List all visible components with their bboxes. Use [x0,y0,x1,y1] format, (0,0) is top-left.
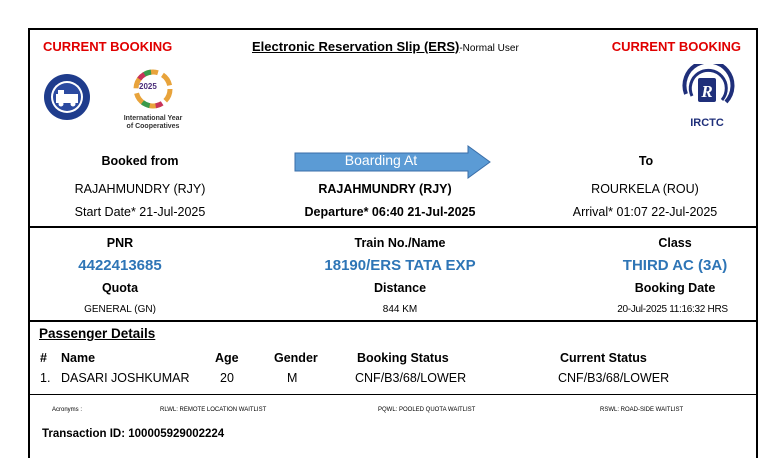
distance-label: Distance [373,281,427,295]
to-label: To [638,154,654,168]
col-num: # [40,351,47,365]
row-num: 1. [40,371,51,385]
ers-title [252,39,519,54]
col-name: Name [61,351,96,365]
start-date: Start Date* 21-Jul-2025 [74,205,206,219]
irctc-text: IRCTC [690,117,724,129]
divider-passengers [30,394,756,395]
passenger-details-title: Passenger Details [39,326,156,341]
departure: Departure* 06:40 21-Jul-2025 [304,205,476,219]
col-current-status: Current Status [560,351,647,365]
train-label: Train No./Name [354,236,446,250]
ers-title-main: Electronic Reservation Slip (ERS) [252,39,460,54]
col-gender: Gender [274,351,318,365]
quota-label: Quota [101,281,139,295]
svg-text:R: R [701,82,713,101]
ers-slip [28,28,758,458]
divider-journey [30,226,756,228]
distance-value: 844 KM [382,304,418,315]
transaction-id: Transaction ID: 100005929002224 [42,428,225,440]
row-booking-status: CNF/B3/68/LOWER [355,371,467,385]
acronym-rlwl: RLWL: REMOTE LOCATION WAITLIST [160,407,267,413]
indian-railways-logo [42,70,92,129]
pnr-label: PNR [106,236,134,250]
col-booking-status: Booking Status [357,351,449,365]
coop-line1: International Year [123,115,183,122]
to-station: ROURKELA (ROU) [591,182,699,196]
ers-title-suffix: -Normal User [459,43,519,54]
coop-year: 2025 [139,82,157,91]
row-current-status: CNF/B3/68/LOWER [558,371,670,385]
pnr-value: 4422413685 [78,257,162,274]
quota-value: GENERAL (GN) [84,304,156,315]
boarding-station: RAJAHMUNDRY (RJY) [318,182,452,196]
boarding-at-label: Boarding At [344,152,418,168]
booking-date-value: 20-Jul-2025 11:16:32 HRS [617,304,728,315]
boarding-arrow [294,145,492,184]
coop-line2: of Cooperatives [126,123,180,130]
irctc-emblem-icon [676,64,738,114]
acronyms-label: Acronyms : [52,407,83,413]
train-value: 18190/ERS TATA EXP [324,257,476,274]
col-age: Age [215,351,239,365]
divider-booking [30,320,756,322]
arrival: Arrival* 01:07 22-Jul-2025 [572,205,718,219]
row-name: DASARI JOSHKUMAR [61,371,190,385]
acronym-rswl: RSWL: ROAD-SIDE WAITLIST [600,407,684,413]
from-station: RAJAHMUNDRY (RJY) [74,182,206,196]
cooperatives-logo [114,68,192,131]
row-gender: M [287,371,298,385]
row-age: 20 [220,371,234,385]
class-value: THIRD AC (3A) [622,257,728,274]
booking-date-label: Booking Date [634,281,716,295]
current-booking-left: CURRENT BOOKING [43,39,173,54]
irctc-logo [674,64,740,129]
acronym-pqwl: PQWL: POOLED QUOTA WAITLIST [378,407,476,413]
current-booking-right: CURRENT BOOKING [611,39,741,54]
class-label: Class [658,236,692,250]
booked-from-label: Booked from [101,154,179,168]
